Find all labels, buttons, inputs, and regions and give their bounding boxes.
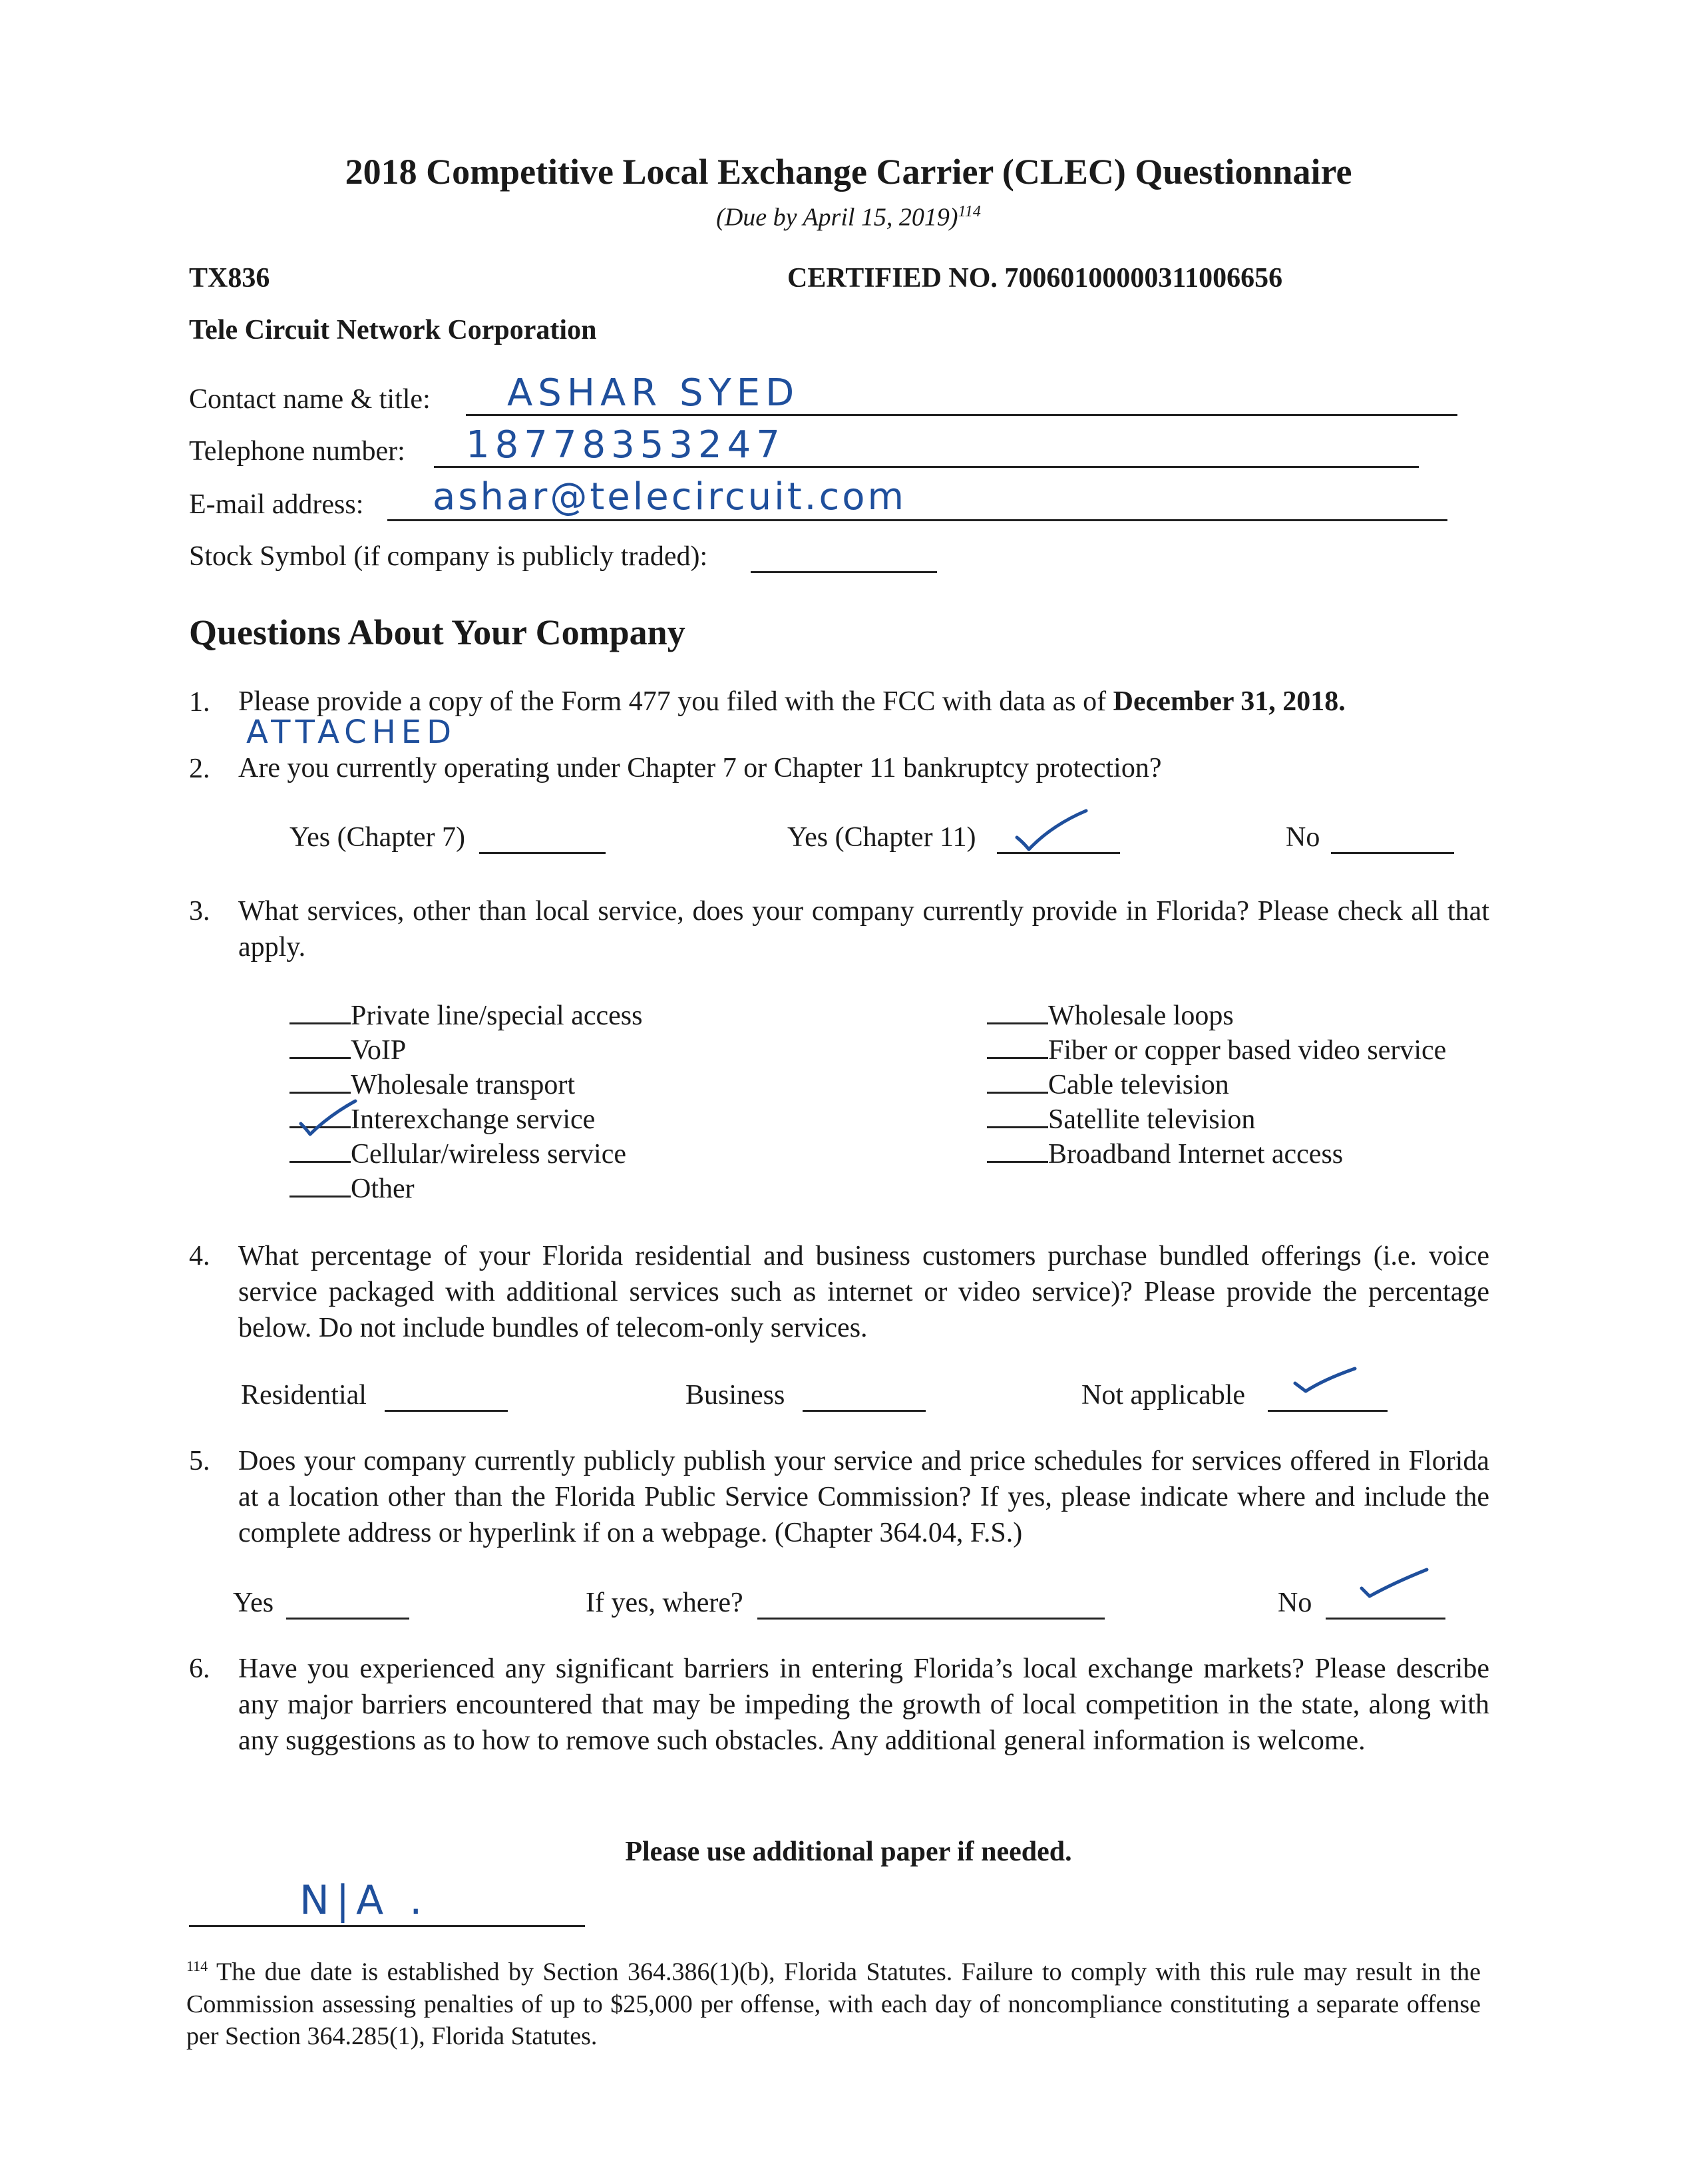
question-1-number: 1.: [189, 687, 210, 718]
check-mark-icon: [1291, 1365, 1358, 1398]
stock-symbol-line[interactable]: [751, 545, 937, 573]
question-5-text: Does your company currently publicly publish your service and price schedules for services offered in Florida at a location other than the Florida Public Service Commission? If yes, please indicate where and include the complete address or hyperlink if on a webpage. (Chapter 364.04, F.S.): [238, 1446, 1489, 1548]
q5-option-no: No: [1278, 1588, 1312, 1618]
question-6-number: 6.: [189, 1653, 210, 1684]
q3-right-item: [987, 996, 1234, 1033]
question-2-text: Are you currently operating under Chapter 7 or Chapter 11 bankruptcy protection?: [238, 753, 1162, 783]
question-3-number: 3.: [189, 896, 210, 927]
q3-item-label: Broadband Internet access: [1048, 1139, 1344, 1170]
question-1-answer[interactable]: ATTACHED: [246, 714, 457, 751]
page-title: 2018 Competitive Local Exchange Carrier (CLEC) Questionnaire: [345, 152, 1352, 192]
check-mark-icon: [298, 1098, 358, 1138]
q5-yes-blank[interactable]: [286, 1591, 409, 1620]
question-1-date: December 31, 2018.: [1113, 686, 1346, 717]
q2-option-chapter7: Yes (Chapter 7): [289, 822, 466, 853]
question-1-body: Please provide a copy of the Form 477 you filed with the FCC with data as of: [238, 686, 1113, 717]
q5-where-blank[interactable]: [757, 1591, 1105, 1620]
q4-option-business: Business: [685, 1380, 785, 1411]
q3-item-label: Wholesale loops: [1048, 1000, 1234, 1031]
check-mark-icon: [1012, 805, 1091, 859]
q3-item-label: VoIP: [351, 1035, 407, 1066]
q3-right-item: [987, 1134, 1343, 1172]
email-label: E-mail address:: [189, 489, 364, 520]
q4-option-not-applicable: Not applicable: [1081, 1380, 1246, 1411]
q4-business-blank[interactable]: [803, 1383, 926, 1412]
q3-item-label: Satellite television: [1048, 1104, 1256, 1135]
question-3-text: What services, other than local service, does your company currently provide in Florida? Please check all that apply.: [238, 896, 1489, 963]
telephone-label: Telephone number:: [189, 436, 405, 467]
q3-item-label: Other: [351, 1174, 415, 1204]
contact-name-value[interactable]: ASHAR SYED: [507, 371, 800, 415]
q3-item-label: Cable television: [1048, 1070, 1229, 1100]
q3-left-item: [289, 1030, 406, 1068]
q4-residential-blank[interactable]: [385, 1383, 508, 1412]
q4-option-residential: Residential: [241, 1380, 367, 1411]
company-code: TX836: [189, 263, 270, 294]
q3-item-label: Private line/special access: [351, 1000, 643, 1031]
q2-option-chapter11: Yes (Chapter 11): [787, 822, 976, 853]
footnote: [186, 1950, 1481, 2052]
q3-left-item: [289, 1065, 575, 1102]
question-6-answer[interactable]: N|A .: [299, 1877, 429, 1924]
certified-number: CERTIFIED NO. 70060100000311006656: [787, 263, 1283, 294]
company-name: Tele Circuit Network Corporation: [189, 315, 597, 345]
question-2-number: 2.: [189, 754, 210, 784]
q5-option-where: If yes, where?: [586, 1588, 743, 1618]
question-4-text: What percentage of your Florida residential and business customers purchase bundled offerings (i.e. voice service packaged with additional services such as internet or video service)? Please provide the percentage below. Do not include bundles of telecom-only services.: [238, 1241, 1489, 1343]
q3-left-item: [289, 996, 642, 1033]
section-title: Questions About Your Company: [189, 612, 685, 652]
q3-item-label: Wholesale transport: [351, 1070, 576, 1100]
question-4-number: 4.: [189, 1241, 210, 1271]
stock-symbol-label: Stock Symbol (if company is publicly traded):: [189, 541, 708, 572]
footnote-ref: 114: [186, 1958, 208, 1974]
footnote-ref: 114: [958, 203, 981, 220]
telephone-value[interactable]: 18778353247: [466, 423, 785, 467]
q2-no-blank[interactable]: [1331, 825, 1454, 854]
q3-left-item: [289, 1134, 626, 1172]
check-mark-icon: [1358, 1566, 1431, 1603]
q3-right-item: [987, 1065, 1229, 1102]
q5-option-yes: Yes: [233, 1588, 274, 1618]
due-date-text: (Due by April 15, 2019): [716, 203, 958, 232]
due-date: [0, 196, 1697, 233]
email-value[interactable]: ashar@telecircuit.com: [433, 475, 907, 519]
q3-item-label: Fiber or copper based video service: [1048, 1035, 1447, 1066]
q2-option-no: No: [1286, 822, 1320, 853]
additional-paper-note: Please use additional paper if needed.: [625, 1837, 1072, 1867]
question-5-number: 5.: [189, 1446, 210, 1476]
q3-item-label: Cellular/wireless service: [351, 1139, 627, 1170]
q3-right-item: [987, 1030, 1446, 1068]
q3-right-item: [987, 1100, 1255, 1137]
q3-left-item: [289, 1169, 415, 1206]
question-6-text: Have you experienced any significant barriers in entering Florida’s local exchange markets? Please describe any major barriers encountered that may be impeding the growth of local competition in the state, along with any suggestions as to how to remove such obstacles. Any additional general information is welcome.: [238, 1653, 1489, 1756]
contact-name-label: Contact name & title:: [189, 384, 431, 415]
q3-item-label: Interexchange service: [351, 1104, 596, 1135]
q2-chapter7-blank[interactable]: [479, 825, 606, 854]
footnote-separator: [189, 1898, 585, 1927]
footnote-text: The due date is established by Section 364.386(1)(b), Florida Statutes. Failure to comply with this rule may result in the Commission assessing penalties of up to $25,000 per offense, with each day of noncompliance constituting a separate offense per Section 364.285(1), Florida Statutes.: [186, 1958, 1481, 2050]
